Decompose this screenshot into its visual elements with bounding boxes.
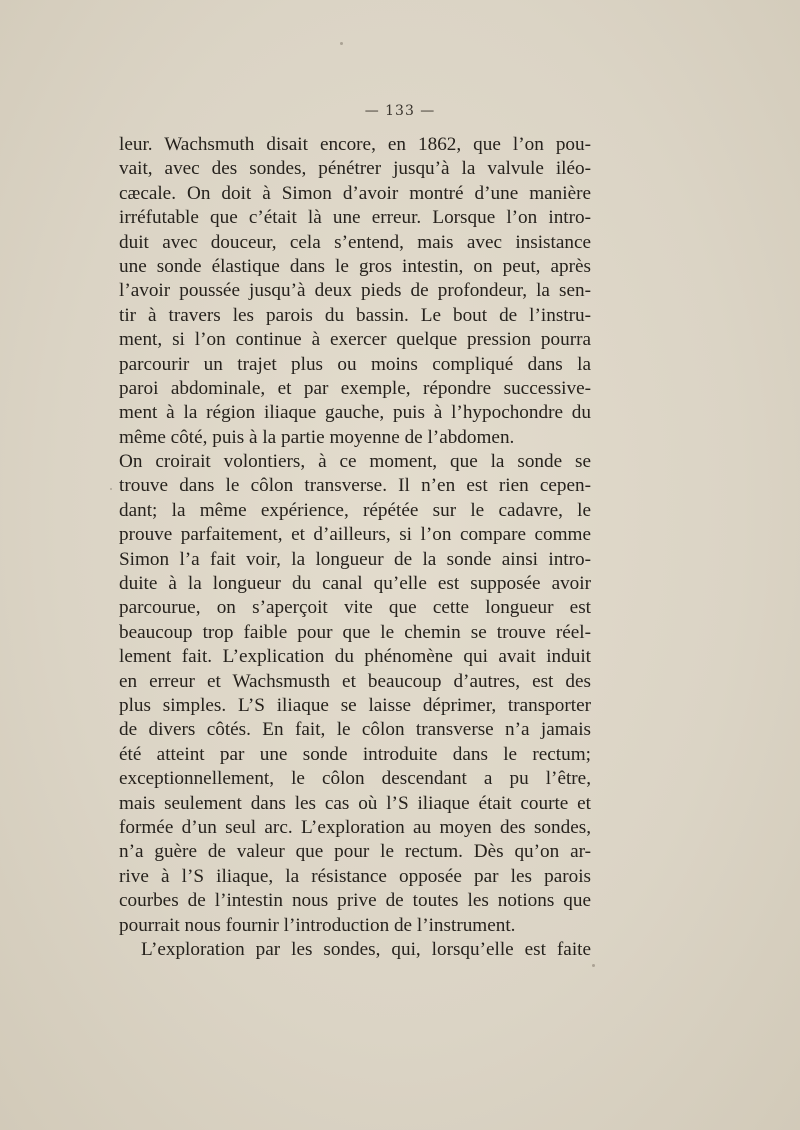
text-line: courbes de l’intestin nous prive de toutes les notions que <box>119 890 591 912</box>
paper-speck <box>340 42 343 45</box>
text-line: tir à travers les parois du bassin. Le bout de l’instru- <box>119 304 591 326</box>
text-line: exceptionnellement, le côlon descendant a pu l’être, <box>119 768 591 790</box>
text-line: été atteint par une sonde introduite dans le rectum; <box>119 743 591 765</box>
text-line: vait, avec des sondes, pénétrer jusqu’à la valvule iléo- <box>119 158 591 180</box>
text-line: prouve parfaitement, et d’ailleurs, si l’on compare comme <box>119 524 591 546</box>
text-line: l’avoir poussée jusqu’à deux pieds de profondeur, la sen- <box>119 280 591 302</box>
text-line: parcourue, on s’aperçoit vite que cette longueur est <box>119 597 591 619</box>
paper-speck <box>110 488 112 490</box>
text-line: plus simples. L’S iliaque se laisse déprimer, transporter <box>119 694 591 716</box>
body-text <box>119 133 591 962</box>
text-line: même côté, puis à la partie moyenne de l’abdomen. <box>119 426 515 448</box>
text-line: une sonde élastique dans le gros intestin, on peut, après <box>119 255 591 277</box>
text-line: On croirait volontiers, à ce moment, que la sonde se <box>119 451 591 473</box>
text-line: de divers côtés. En fait, le côlon transverse n’a jamais <box>119 719 591 741</box>
text-line: trouve dans le côlon transverse. Il n’en est rien cepen- <box>119 475 591 497</box>
page-number: — 133 — <box>364 103 436 119</box>
text-line: paroi abdominale, et par exemple, répondre successive- <box>119 377 591 399</box>
text-line: L’exploration par les sondes, qui, lorsqu’elle est faite <box>141 938 591 960</box>
text-line: dant; la même expérience, répétée sur le cadavre, le <box>119 499 591 521</box>
text-line: pourrait nous fournir l’introduction de l’instrument. <box>119 914 516 936</box>
text-line: leur. Wachsmuth disait encore, en 1862, que l’on pou- <box>119 134 591 155</box>
text-line: ment, si l’on continue à exercer quelque pression pourra <box>119 329 591 351</box>
text-line: lement fait. L’explication du phénomène qui avait induit <box>119 646 591 668</box>
text-line: beaucoup trop faible pour que le chemin se trouve réel- <box>119 621 591 643</box>
text-line: parcourir un trajet plus ou moins compliqué dans la <box>119 353 591 375</box>
text-line: mais seulement dans les cas où l’S iliaque était courte et <box>119 792 591 814</box>
paper-speck <box>592 964 595 967</box>
text-line: duite à la longueur du canal qu’elle est supposée avoir <box>119 573 591 595</box>
text-line: rive à l’S iliaque, la résistance opposée par les parois <box>119 865 591 887</box>
text-line: Simon l’a fait voir, la longueur de la sonde ainsi intro- <box>119 548 591 570</box>
text-line: cæcale. On doit à Simon d’avoir montré d’une manière <box>119 182 591 204</box>
text-line: formée d’un seul arc. L’exploration au moyen des sondes, <box>119 816 591 838</box>
text-line: n’a guère de valeur que pour le rectum. Dès qu’on ar- <box>119 841 591 863</box>
text-line: irréfutable que c’était là une erreur. Lorsque l’on intro- <box>119 207 591 229</box>
text-line: duit avec douceur, cela s’entend, mais avec insistance <box>119 231 591 253</box>
text-line: en erreur et Wachsmusth et beaucoup d’autres, est des <box>119 670 591 692</box>
text-line: ment à la région iliaque gauche, puis à l’hypochondre du <box>119 402 591 424</box>
